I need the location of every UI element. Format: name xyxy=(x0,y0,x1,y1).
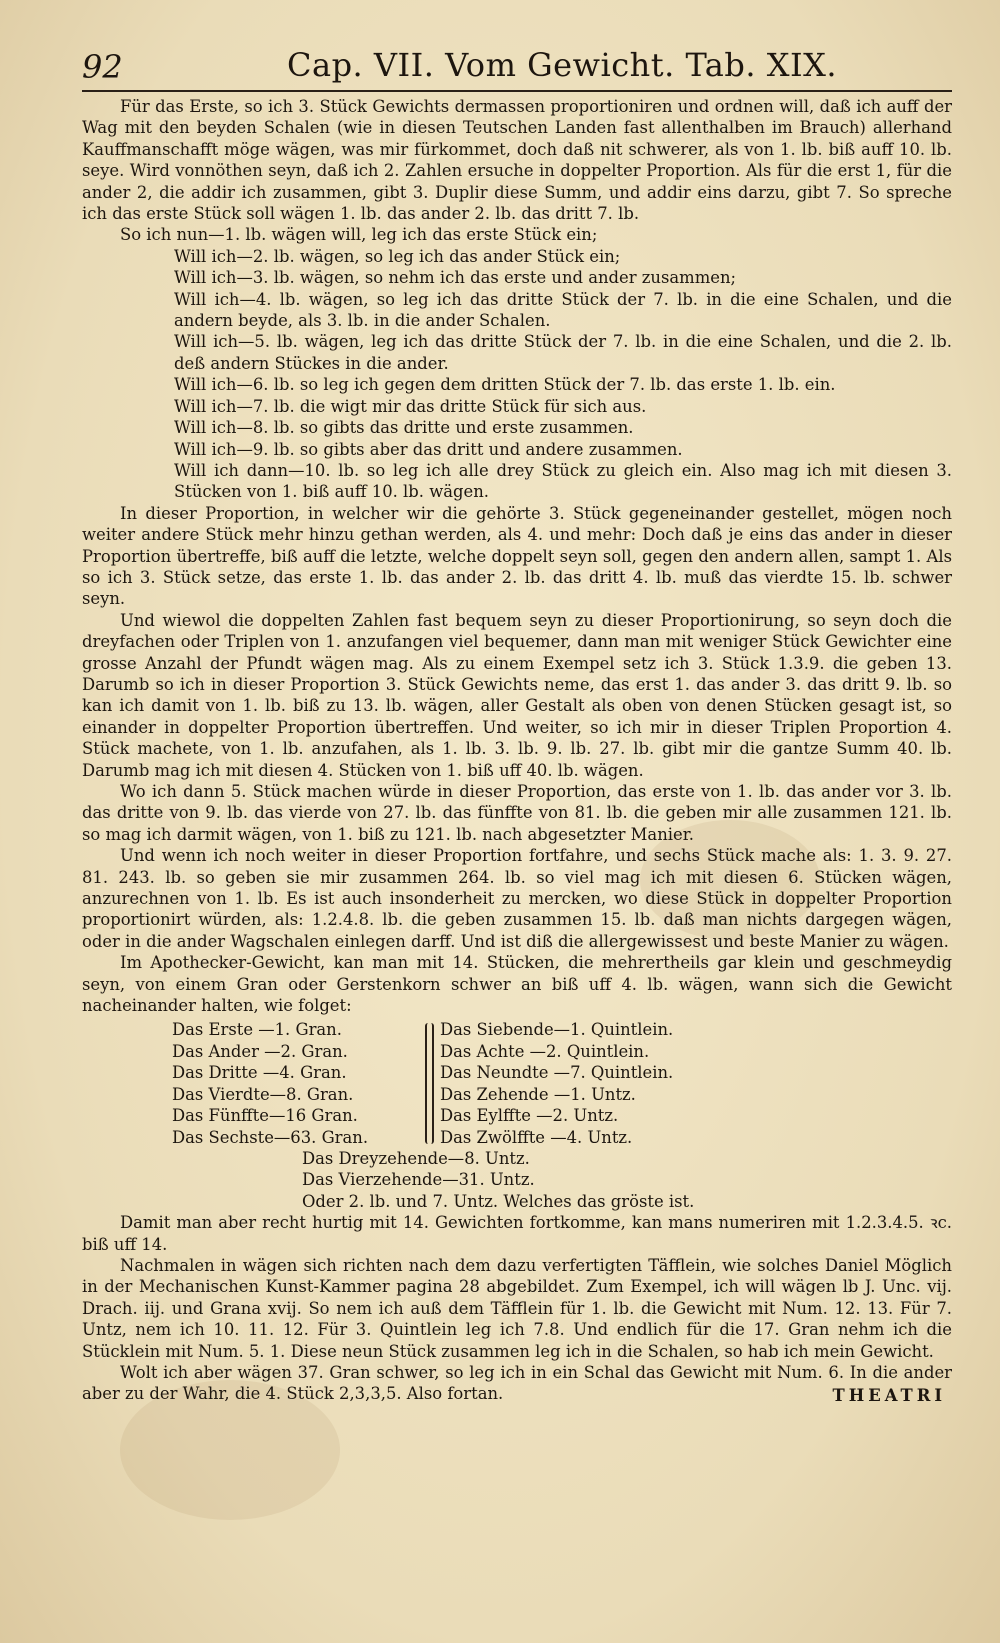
catchword: THEATRI xyxy=(832,1385,946,1405)
list-item: Will ich—7. lb. die wigt mir das dritte Stück für sich aus. xyxy=(174,396,647,416)
weight-entry: Das Ander —2. Gran. xyxy=(172,1041,348,1061)
weight-entry: Das Erste —1. Gran. xyxy=(172,1020,342,1040)
list-item: Will ich—5. lb. wägen, leg ich das dritte Stück der 7. lb. in die eine Schalen, und die 2. lb. deß andern Stückes in die ander. xyxy=(174,332,952,373)
paragraph: Und wenn ich noch weiter in dieser Proportion fortfahre, und sechs Stück mache als: 1. 3. 9. 27. 81. 243. lb. so geben sie mir zusammen 264. lb. so viel mag ich mit diesen 6. Stücken wägen, anzurechnen von 1. lb. Es ist auch insonderheit zu mercken, wo diese Stück in doppelter Proportion proportionirt würden, als: 1.2.4.8. lb. die geben zusammen 15. lb. daß man nichts dargegen wägen, oder in die ander Wagschalen einlegen darff. Und ist diß die allergewissest und beste Manier zu wägen. xyxy=(82,846,952,951)
list-item: Will ich—2. lb. wägen, so leg ich das ander Stück ein; xyxy=(174,246,621,266)
weight-entry: Das Vierzehende—31. Untz. xyxy=(302,1170,535,1190)
paragraph: In dieser Proportion, in welcher wir die gehörte 3. Stück gegeneinander gestellet, mögen noch weiter andere Stück mehr hinzu gethan werden, als 4. und mehr: Doch daß je eins das ander in dieser Proportion übertreffe, biß auff die letzte, welche doppelt seyn soll, gegen den andern allen, sampt 1. Als so ich 3. Stück setze, das erste 1. lb. das ander 2. lb. das dritt 4. lb. muß das vierdte 15. lb. schwer seyn. xyxy=(82,503,952,609)
list-item: Will ich—8. lb. so gibts das dritte und erste zusammen. xyxy=(174,418,634,438)
weight-summary: Oder 2. lb. und 7. Untz. Welches das gröste ist. xyxy=(302,1191,695,1211)
paragraph: Wo ich dann 5. Stück machen würde in dieser Proportion, das erste von 1. lb. das ander vor 3. lb. das dritte von 9. lb. das vierde von 27. lb. das fünffte von 81. lb. die geben mir alle zusammen 121. lb. so mag ich darmit wägen, von 1. biß zu 121. lb. nach abgesetzter Manier. xyxy=(82,782,952,844)
weight-entry: Das Sechste—63. Gran. xyxy=(172,1127,369,1147)
page-number: 92 xyxy=(82,48,123,86)
intro-paragraph: Für das Erste, so ich 3. Stück Gewichts dermassen proportioniren und ordnen will, daß ich auff der Wag mit den beyden Schalen (wie in diesen Teutschen Landen fast allenthalben im Brauch) allerhand Kauffmanschafft möge wägen, was mir fürkommet, doch daß nit schwerer, als von 1. lb. biß auff 10. lb. seye. Wird vonnöthen seyn, daß ich 2. Zahlen ersuche in doppelter Proportion. Als für die erst 1, für die ander 2, die addir ich zusammen, gibt 3. Duplir diese Summ, und addir eins darzu, gibt 7. So spreche ich das erste Stück soll wägen 1. lb. das ander 2. lb. das dritt 7. lb. xyxy=(82,97,952,224)
weight-entry: Das Fünffte—16 Gran. xyxy=(172,1106,358,1126)
page-body xyxy=(82,96,952,1406)
list-intro: So ich nun—1. lb. wägen will, leg ich das erste Stück ein; xyxy=(120,225,598,245)
weights-table xyxy=(172,1019,952,1147)
weight-entry: Das Zehende —1. Untz. xyxy=(440,1084,636,1104)
list-item: Will ich—6. lb. so leg ich gegen dem dritten Stück der 7. lb. das erste 1. lb. ein. xyxy=(174,375,836,395)
table-brace xyxy=(425,1023,434,1143)
paragraph: Nachmalen in wägen sich richten nach dem dazu verfertigten Täfflein, wie solches Daniel Möglich in der Mechanischen Kunst-Kammer pagina 28 abgebildet. Zum Exempel, ich will wägen lb J. Unc. vij. Drach. iij. und Grana xvij. So nem ich auß dem Täfflein für 1. lb. die Gewicht mit Num. 12. 13. Für 7. Untz, nem ich 10. 11. 12. Für 3. Quintlein leg ich 7.8. Und endlich für die 17. Gran nehm ich die Stücklein mit Num. 5. 1. Diese neun Stück zusammen leg ich in die Schalen, so hab ich mein Gewicht. xyxy=(82,1255,952,1361)
weight-entry: Das Siebende—1. Quintlein. xyxy=(440,1020,674,1040)
running-head: Cap. VII. Vom Gewicht. Tab. XIX. xyxy=(287,46,838,84)
list-item: Will ich—4. lb. wägen, so leg ich das dritte Stück der 7. lb. in die eine Schalen, und die andern beyde, als 3. lb. in die ander Schalen. xyxy=(174,289,952,331)
weight-entry: Das Achte —2. Quintlein. xyxy=(440,1041,650,1061)
list-item: Will ich—3. lb. wägen, so nehm ich das erste und ander zusammen; xyxy=(174,268,737,288)
weight-entry: Das Vierdte—8. Gran. xyxy=(172,1084,354,1104)
weight-entry: Das Neundte —7. Quintlein. xyxy=(440,1063,674,1083)
paragraph: Damit man aber recht hurtig mit 14. Gewichten fortkomme, kan mans numeriren mit 1.2.3.4.5. ꝛc. biß uff 14. xyxy=(82,1213,952,1254)
weight-entry: Das Eylffte —2. Untz. xyxy=(440,1106,619,1126)
page-header xyxy=(82,44,952,92)
paragraph: Und wiewol die doppelten Zahlen fast bequem seyn zu dieser Proportionirung, so seyn doch die dreyfachen oder Triplen von 1. anzufangen viel bequemer, dann man mit weniger Stück Gewichter eine grosse Anzahl der Pfundt wägen mag. Als zu einem Exempel setz ich 3. Stück 1.3.9. die geben 13. Darumb so ich in dieser Proportion 3. Stück Gewichts neme, das erst 1. das ander 3. das dritt 9. lb. so kan ich damit von 1. lb. biß zu 13. lb. wägen, aller Gestalt als oben von denen Stücken gesagt ist, so einander in doppelter Proportion übertreffen. Und weiter, so ich mir in dieser Triplen Proportion 4. Stück machete, von 1. lb. anzufahen, als 1. lb. 3. lb. 9. lb. 27. lb. gibt mir die gantze Summ 40. lb. Darumb mag ich mit diesen 4. Stücken von 1. biß uff 40. lb. wägen. xyxy=(82,610,952,780)
list-item: Will ich—9. lb. so gibts aber das dritt und andere zusammen. xyxy=(174,439,683,459)
weight-entry: Das Zwölffte —4. Untz. xyxy=(440,1127,633,1147)
paragraph: Im Apothecker-Gewicht, kan man mit 14. Stücken, die mehrertheils gar klein und geschmeydig seyn, von einem Gran oder Gerstenkorn schwer an biß uff 4. lb. wägen, wann sich die Gewicht nacheinander halten, wie folget: xyxy=(82,953,952,1016)
weight-entry: Das Dritte —4. Gran. xyxy=(172,1063,347,1083)
paragraph: Wolt ich aber wägen 37. Gran schwer, so leg ich in ein Schal das Gewicht mit Num. 6. In die ander aber zu der Wahr, die 4. Stück 2,3,3,5. Also fortan. xyxy=(82,1362,952,1404)
list-item-last: Will ich dann—10. lb. so leg ich alle drey Stück zu gleich ein. Also mag ich mit diesen 3. Stücken von 1. biß auff 10. lb. wägen. xyxy=(174,460,952,502)
weight-entry: Das Dreyzehende—8. Untz. xyxy=(302,1148,530,1168)
